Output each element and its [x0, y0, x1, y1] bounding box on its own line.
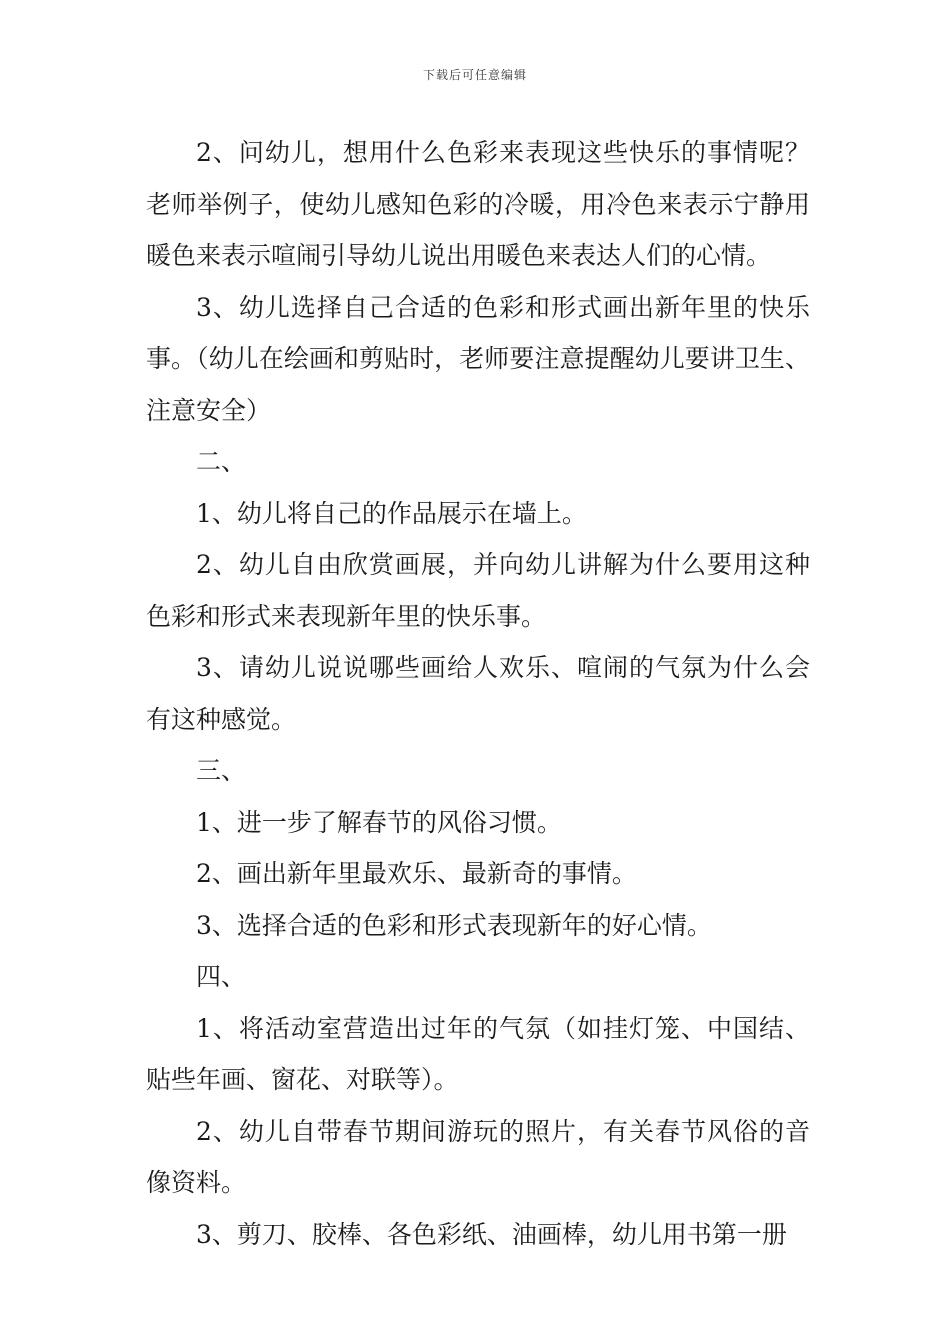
paragraph: 1、将活动室营造出过年的气氛（如挂灯笼、中国结、贴些年画、窗花、对联等）。 [146, 1013, 810, 1094]
page-header: 下载后可任意编辑 [422, 68, 527, 82]
document-body [146, 127, 810, 1260]
paragraph: 3、选择合适的色彩和形式表现新年的好心情。 [196, 910, 712, 940]
section-heading: 二、 [196, 447, 247, 476]
paragraph: 3、剪刀、胶棒、各色彩纸、油画棒，幼儿用书第一册 [196, 1219, 787, 1249]
section-heading: 三、 [196, 756, 247, 785]
paragraph: 2、幼儿自带春节期间游玩的照片，有关春节风俗的音像资料。 [146, 1116, 810, 1197]
paragraph: 2、幼儿自由欣赏画展，并向幼儿讲解为什么要用这种色彩和形式来表现新年里的快乐事。 [146, 550, 810, 631]
paragraph: 1、进一步了解春节的风俗习惯。 [196, 807, 562, 837]
paragraph: 3、幼儿选择自己合适的色彩和形式画出新年里的快乐事。（幼儿在绘画和剪贴时，老师要注意提醒幼儿要讲卫生、注意安全） [146, 292, 810, 425]
paragraph: 1、幼儿将自己的作品展示在墙上。 [196, 498, 587, 528]
paragraph: 2、问幼儿，想用什么色彩来表现这些快乐的事情呢？老师举例子，使幼儿感知色彩的冷暖，用冷色来表示宁静用暖色来表示喧闹引导幼儿说出用暖色来表达人们的心情。 [146, 138, 810, 270]
paragraph: 2、画出新年里最欢乐、最新奇的事情。 [196, 859, 637, 888]
paragraph: 3、请幼儿说说哪些画给人欢乐、喧闹的气氛为什么会有这种感觉。 [146, 653, 810, 734]
section-heading: 四、 [196, 962, 247, 991]
